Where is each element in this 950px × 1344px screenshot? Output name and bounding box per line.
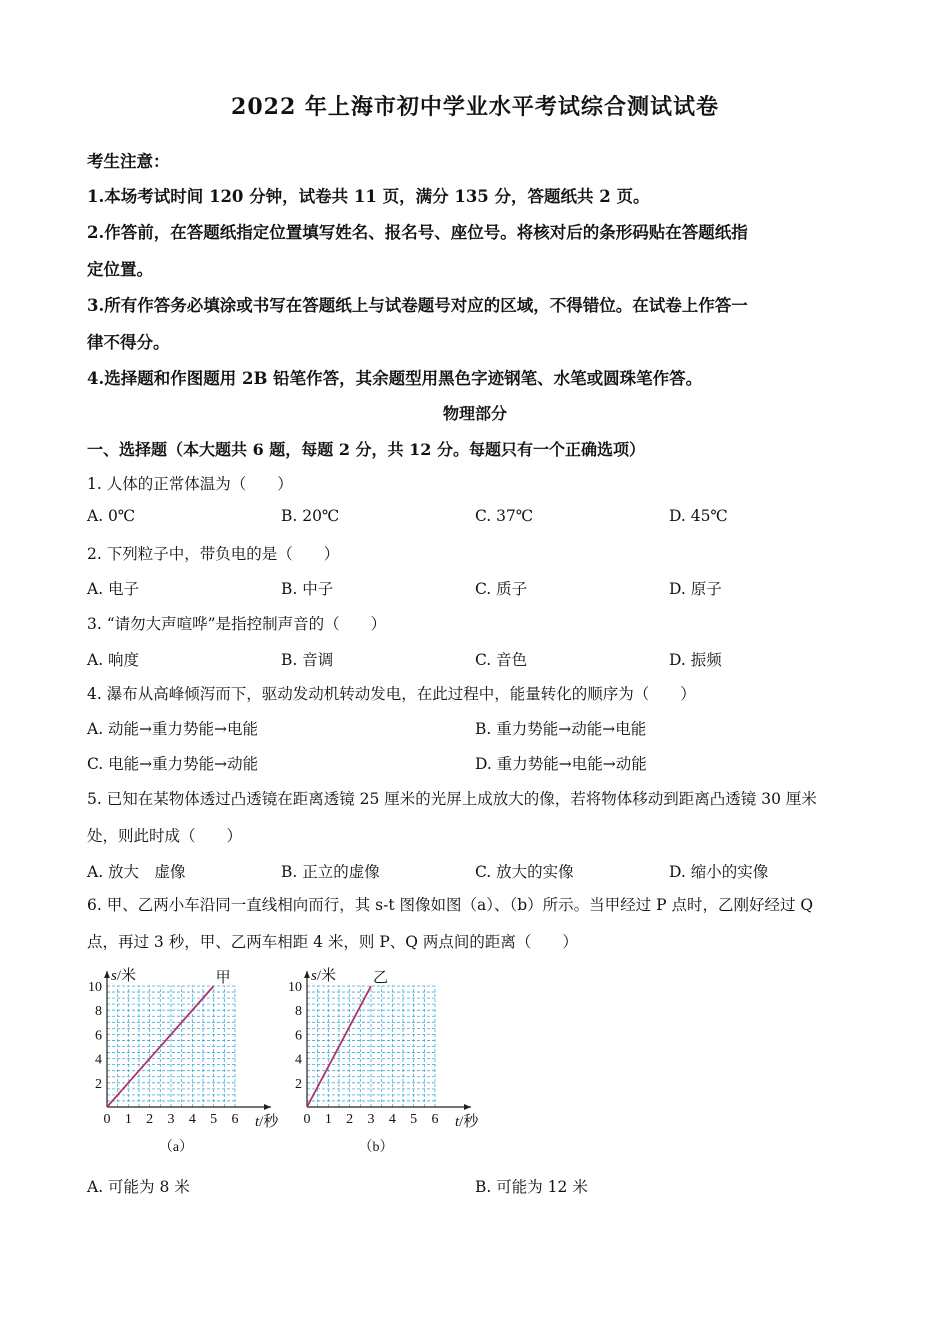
- x-tick-label: 6: [431, 1112, 439, 1127]
- y-tick-label: 8: [95, 1004, 102, 1020]
- series-name-label: 甲: [215, 970, 231, 986]
- option-b: B. 中子: [281, 580, 334, 598]
- option-d: D. 重力势能→电能→动能: [475, 755, 647, 773]
- notice-line: 律不得分。: [87, 333, 170, 352]
- x-tick-label: 2: [346, 1112, 354, 1127]
- option-c: C. 37℃: [475, 507, 534, 525]
- x-axis-arrow-icon: [464, 1104, 471, 1110]
- x-tick-label: 1: [124, 1112, 132, 1127]
- x-axis-label: t/秒: [255, 1114, 279, 1130]
- series-name-label: 乙: [373, 970, 389, 986]
- option-d: D. 原子: [669, 580, 722, 598]
- notice-line: 定位置。: [87, 260, 153, 279]
- option-c: C. 电能→重力势能→动能: [87, 755, 259, 773]
- question-stem: 2. 下列粒子中，带负电的是（ ）: [87, 545, 340, 563]
- option-a: A. 0℃: [87, 507, 136, 525]
- y-tick-label: 10: [88, 980, 102, 995]
- x-tick-label: 5: [410, 1112, 418, 1127]
- option-b: B. 可能为 12 米: [475, 1178, 588, 1196]
- question-stem: 5. 已知在某物体透过凸透镜在距离透镜 25 厘米的光屏上成放大的像，若将物体移动到距离凸透镜 30 厘米: [87, 790, 817, 808]
- option-a: A. 放大 虚像: [87, 863, 186, 881]
- x-tick-label: 4: [188, 1112, 196, 1127]
- y-tick-label: 10: [288, 980, 302, 995]
- y-axis-label: s/米: [111, 968, 137, 984]
- y-tick-label: 8: [295, 1004, 302, 1020]
- x-tick-label: 4: [388, 1112, 396, 1127]
- option-a: A. 动能→重力势能→电能: [87, 720, 259, 738]
- option-c: C. 音色: [475, 651, 528, 669]
- option-b: B. 正立的虚像: [281, 863, 380, 881]
- question-stem-continued: 点，再过 3 秒，甲、乙两车相距 4 米，则 P、Q 两点间的距离（ ）: [87, 933, 578, 951]
- x-axis-label: t/秒: [455, 1114, 479, 1130]
- notice-line: 2.作答前，在答题纸指定位置填写姓名、报名号、座位号。将核对后的条形码贴在答题纸指: [87, 223, 748, 242]
- y-tick-label: 4: [95, 1052, 102, 1068]
- x-tick-label: 5: [210, 1112, 218, 1127]
- option-b: B. 音调: [281, 651, 334, 669]
- notice-line: 3.所有作答务必填涂或书写在答题纸上与试卷题号对应的区域，不得错位。在试卷上作答一: [87, 296, 748, 315]
- option-b: B. 20℃: [281, 507, 340, 525]
- x-tick-label: 3: [167, 1112, 175, 1127]
- notice-heading: 考生注意：: [87, 152, 170, 171]
- notice-line: 1.本场考试时间 120 分钟，试卷共 11 页，满分 135 分，答题纸共 2 页。: [87, 187, 650, 206]
- option-a: A. 电子: [87, 580, 140, 598]
- notice-line: 4.选择题和作图题用 2B 铅笔作答，其余题型用黑色字迹钢笔、水笔或圆珠笔作答。: [87, 369, 703, 388]
- st-graph-a: [80, 960, 290, 1164]
- y-tick-label: 6: [95, 1028, 102, 1044]
- option-c: C. 放大的实像: [475, 863, 574, 881]
- y-tick-label: 4: [295, 1052, 302, 1068]
- st-graph-b: [280, 960, 495, 1164]
- x-tick-label: 0: [303, 1112, 311, 1127]
- x-tick-label: 3: [367, 1112, 375, 1127]
- x-tick-label: 2: [146, 1112, 154, 1127]
- option-d: D. 45℃: [669, 507, 728, 525]
- x-tick-label: 0: [103, 1112, 111, 1127]
- option-d: D. 振频: [669, 651, 722, 669]
- question-stem: 4. 瀑布从高峰倾泻而下，驱动发动机转动发电，在此过程中，能量转化的顺序为（ ）: [87, 685, 696, 703]
- x-tick-label: 6: [231, 1112, 239, 1127]
- exam-title: 2022 年上海市初中学业水平考试综合测试试卷: [231, 94, 719, 120]
- y-tick-label: 2: [95, 1076, 102, 1092]
- option-b: B. 重力势能→动能→电能: [475, 720, 647, 738]
- option-a: A. 响度: [87, 651, 140, 669]
- y-tick-label: 6: [295, 1028, 302, 1044]
- graph-caption: （b）: [358, 1140, 394, 1155]
- y-axis-arrow-icon: [304, 971, 310, 978]
- question-stem: 6. 甲、乙两小车沿同一直线相向而行，其 s-t 图像如图（a）、（b）所示。当甲经过 P 点时，乙刚好经过 Q: [87, 896, 814, 914]
- section-title: 物理部分: [442, 404, 507, 423]
- y-axis-label: s/米: [311, 968, 337, 984]
- question-stem: 3. “请勿大声喧哗”是指控制声音的（ ）: [87, 615, 387, 633]
- x-tick-label: 1: [324, 1112, 332, 1127]
- option-d: D. 缩小的实像: [669, 863, 769, 881]
- part-heading: 一、选择题（本大题共 6 题，每题 2 分，共 12 分。每题只有一个正确选项）: [87, 440, 645, 459]
- option-a: A. 可能为 8 米: [87, 1178, 190, 1196]
- y-axis-arrow-icon: [104, 971, 110, 978]
- graph-caption: （a）: [158, 1140, 194, 1155]
- question-stem: 1. 人体的正常体温为（ ）: [87, 475, 293, 493]
- question-stem-continued: 处，则此时成（ ）: [87, 827, 243, 845]
- x-axis-arrow-icon: [264, 1104, 271, 1110]
- option-c: C. 质子: [475, 580, 528, 598]
- y-tick-label: 2: [295, 1076, 302, 1092]
